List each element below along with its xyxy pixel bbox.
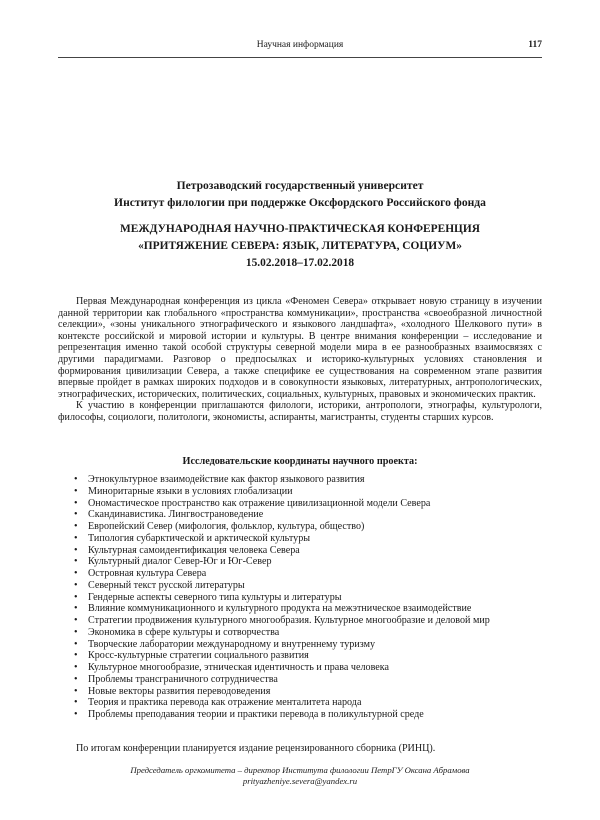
committee-chair: Председатель оргкомитета – директор Института филологии ПетрГУ Оксана Абрамова [130, 765, 470, 775]
list-item: • Стратегии продвижения культурного многообразия. Культурное многообразие и деловой мир [74, 615, 542, 627]
research-topics-heading: Исследовательские координаты научного проекта: [182, 456, 418, 467]
list-item: • Культурный диалог Север-Юг и Юг-Север [74, 556, 542, 568]
research-topics-list [74, 474, 542, 721]
list-item: • Скандинавистика. Лингвострановедение [74, 509, 542, 521]
list-item: • Северный текст русской литературы [74, 580, 542, 592]
conference-title-line-2: «ПРИТЯЖЕНИЕ СЕВЕРА: ЯЗЫК, ЛИТЕРАТУРА, СОЦИУМ» [138, 240, 462, 252]
institution-name: Петрозаводский государственный университет [176, 179, 424, 192]
list-item: • Культурное многообразие, этническая идентичность и права человека [74, 662, 542, 674]
conference-title-block [58, 221, 542, 272]
list-item: • Этнокультурное взаимодействие как фактор языкового развития [74, 474, 542, 486]
list-item: • Проблемы трансграничного сотрудничества [74, 674, 542, 686]
page-number: 117 [528, 40, 542, 50]
header-rule [58, 57, 542, 58]
institution-block [58, 177, 542, 211]
list-item: • Культурная самоидентификация человека Севера [74, 545, 542, 557]
list-item: • Островная культура Севера [74, 568, 542, 580]
list-item: • Ономастическое пространство как отражение цивилизационной модели Севера [74, 498, 542, 510]
conference-dates: 15.02.2018–17.02.2018 [245, 257, 355, 269]
participants-paragraph: К участию в конференции приглашаются филологи, историки, антропологи, этнографы, культурологи, философы, социологи, политологи, экономисты, аспиранты, магистранты, студенты старших курсов. [58, 400, 542, 423]
list-item: • Европейский Север (мифология, фольклор, культура, общество) [74, 521, 542, 533]
list-item: • Миноритарные языки в условиях глобализации [74, 486, 542, 498]
list-item: • Экономика в сфере культуры и сотворчества [74, 627, 542, 639]
list-item: • Проблемы преподавания теории и практики перевода в поликультурной среде [74, 709, 542, 721]
running-header [58, 40, 542, 50]
list-item: • Влияние коммуникационного и культурного продукта на межэтническое взаимодействие [74, 603, 542, 615]
announcement-body [58, 296, 542, 424]
intro-paragraph: Первая Международная конференция из цикла «Феномен Севера» открывает новую страницу в изучении данной территории как глобального «пространства коммуникации», пространства «своеобразной личностной селекции», «зоны уникального этнографического и языкового ландшафта», «холодного Шелкового пути» в контексте российской и мировой истории и культуры. В центре внимания конференции – исследование и репрезентация именно такой особой структуры северной модели мира в ее разнообразных взаимосвязях с другими парадигмами. Разговор о предпосылках и историко-культурных условиях становления и формирования цивилизации Севера, а также специфике ее существования на современном этапе развития впервые пройдет в рамках широких подходов и в совокупности языковых, литературных, антропологических, этнографических, исторических, политических, социальных, культурных, правовых и экономических практик. [58, 296, 542, 400]
list-item: • Творческие лаборатории международному и внутреннему туризму [74, 639, 542, 651]
list-item: • Кросс-культурные стратегии социального развития [74, 650, 542, 662]
section-title: Научная информация [256, 40, 344, 50]
institute-name: Институт филологии при поддержке Оксфордского Российского фонда [114, 196, 486, 209]
list-item: • Типология субарктической и арктической культуры [74, 533, 542, 545]
list-item: • Теория и практика перевода как отражение менталитета народа [74, 697, 542, 709]
list-item: • Гендерные аспекты северного типа культуры и литературы [74, 592, 542, 604]
signature-block [58, 765, 542, 787]
conference-title-line-1: МЕЖДУНАРОДНАЯ НАУЧНО-ПРАКТИЧЕСКАЯ КОНФЕРЕНЦИЯ [119, 223, 480, 235]
publication-note: По итогам конференции планируется издание рецензированного сборника (РИНЦ). [76, 743, 436, 754]
list-item: • Новые векторы развития переводоведения [74, 686, 542, 698]
contact-email[interactable]: prityazheniye.severa@yandex.ru [242, 776, 358, 786]
